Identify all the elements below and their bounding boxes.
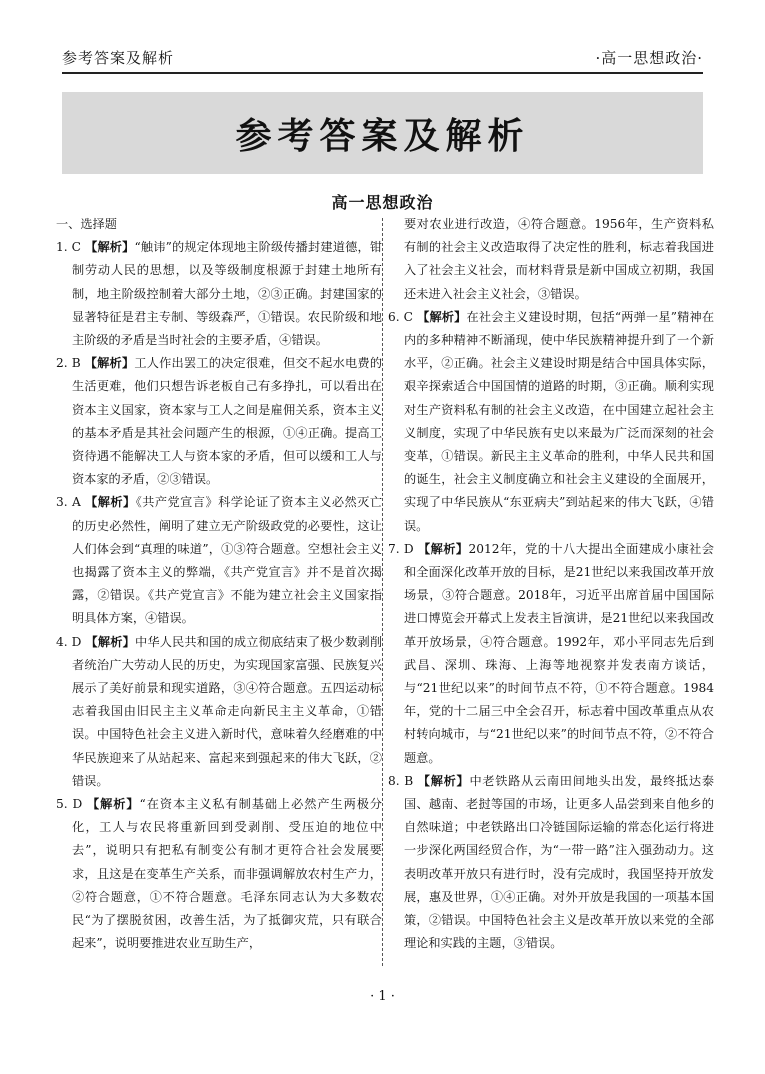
page-title: 参考答案及解析 xyxy=(235,115,530,157)
answer-item xyxy=(388,538,714,770)
answer-item xyxy=(56,491,382,630)
answer-number: 4. D xyxy=(56,634,82,649)
header-rule xyxy=(62,72,703,74)
analysis-tag: 【解析】 xyxy=(87,797,140,812)
column-divider xyxy=(382,218,383,966)
answer-item xyxy=(56,236,382,352)
analysis-tag: 【解析】 xyxy=(417,309,467,324)
subject-heading: 高一思想政治 xyxy=(331,193,434,212)
analysis-text: “触讳”的规定体现地主阶级传播封建道德，钳制劳动人民的思想，以及等级制度根源于封建土地所有制，地主阶级控制着大部分土地，②③正确。封建国家的显著特征是君主专制、等级森严，①错误。农民阶级和地主阶级的矛盾是当时社会的主要矛盾，④错误。 xyxy=(72,240,383,348)
analysis-text: 《共产党宣言》科学论证了资本主义必然灭亡的历史必然性，阐明了建立无产阶级政党的必要性，这让人们体会到“真理的味道”，①③符合题意。空想社会主义也揭露了资本主义的弊端，《共产党宣言》并不是首次揭露，②错误。《共产党宣言》不能为建立社会主义国家指明具体方案，④错误。 xyxy=(72,495,383,626)
analysis-text: 工人作出罢工的决定很难，但交不起水电费的生活更难，他们只想告诉老板自己有多挣扎，可以看出在资本主义国家，资本家与工人之间是雇佣关系，资本主义的基本矛盾是其社会问题产生的根源，①④正确。提高工资待遇不能解决工人与资本家的矛盾，但可以缓和工人与资本家的矛盾，②③错误。 xyxy=(72,356,383,487)
answer-item xyxy=(388,770,714,956)
continued-answer-text: 要对农业进行改造，④符合题意。1956年，生产资料私有制的社会主义改造取得了决定性的胜利，标志着我国进入了社会主义社会，而材料背景是新中国成立初期，我国还未进入社会主义社会，③错误。 xyxy=(404,217,714,301)
answer-number: 2. B xyxy=(56,356,81,371)
question-list-right xyxy=(388,306,714,956)
analysis-text: 在社会主义建设时期，包括“两弹一星”精神在内的多种精神不断涌现，使中华民族精神提升到了一个新水平，②正确。社会主义建设时期是结合中国具体实际，艰辛探索适合中国国情的道路的时期，③正确。顺利实现对生产资料私有制的社会主义改造，在中国建立起社会主义制度，实现了中华民族有史以来最为广泛而深刻的社会变革，①错误。新民主主义革命的胜利，中华人民共和国的诞生，社会主义制度确立和社会主义建设的全面展开，实现了中华民族从“东亚病夫”到站起来的伟大飞跃，④错误。 xyxy=(404,309,715,533)
analysis-tag: 【解析】 xyxy=(417,773,470,788)
analysis-tag: 【解析】 xyxy=(85,634,135,649)
running-header-subject: ·高一思想政治· xyxy=(595,49,703,67)
analysis-tag: 【解析】 xyxy=(85,240,135,255)
answer-number: 5. D xyxy=(56,797,83,812)
title-banner xyxy=(62,92,703,174)
analysis-text: 中华人民共和国的成立彻底结束了极少数剥削者统治广大劳动人民的历史，为实现国家富强、民族复兴展示了美好前景和现实道路，③④符合题意。五四运动标志着我国由旧民主主义革命走向新民主主义革命，①错误。中国特色社会主义进入新时代，意味着久经磨难的中华民族迎来了从站起来、富起来到强起来的伟大飞跃，②错误。 xyxy=(72,634,383,788)
section-title: 一、选择题 xyxy=(56,217,117,231)
answer-number: 8. B xyxy=(388,773,414,788)
answer-number: 1. C xyxy=(56,240,82,255)
answer-item xyxy=(56,352,382,491)
running-header-title: 参考答案及解析 xyxy=(62,49,175,67)
answer-item xyxy=(56,793,382,955)
question-list-left xyxy=(56,236,382,955)
analysis-text: 2012年，党的十八大提出全面建成小康社会和全面深化改革开放的目标，是21世纪以来我国改革开放场景，③符合题意。2018年，习近平出席首届中国国际进口博览会开幕式上发表主旨演讲，是21世纪以来我国改革开放场景，④符合题意。1992年，邓小平同志先后到武昌、深圳、珠海、上海等地视察并发表南方谈话，与“21世纪以来”的时间节点不符，①不符合题意。1984年，党的十二届三中全会召开，标志着中国改革重点从农村转向城市，与“21世纪以来”的时间节点不符，②不符合题意。 xyxy=(404,541,714,765)
answer-number: 7. D xyxy=(388,541,414,556)
left-column xyxy=(56,213,382,956)
analysis-tag: 【解析】 xyxy=(418,541,469,556)
answer-number: 3. A xyxy=(56,495,81,510)
answer-item xyxy=(388,306,714,538)
page-number: · 1 · xyxy=(370,989,395,1004)
analysis-tag: 【解析】 xyxy=(85,495,136,510)
answer-number: 6. C xyxy=(388,309,414,324)
analysis-text: 中老铁路从云南田间地头出发，最终抵达泰国、越南、老挝等国的市场，让更多人品尝到来自他乡的自然味道；中老铁路出口冷链国际运输的常态化运行将进一步深化两国经贸合作，为“一带一路”注入强劲动力。这表明改革开放只有进行时，没有完成时，我国坚持开放发展，惠及世界，①④正确。对外开放是我国的一项基本国策，②错误。中国特色社会主义是改革开放以来党的全部理论和实践的主题，③错误。 xyxy=(404,773,715,951)
analysis-tag: 【解析】 xyxy=(84,356,135,371)
right-column xyxy=(388,213,714,956)
analysis-text: “在资本主义私有制基础上必然产生两极分化，工人与农民将重新回到受剥削、受压迫的地位中去”，说明只有把私有制变公有制才更符合社会发展要求，且这是在变革生产关系，而非强调解放农村生产力，②符合题意，①不符合题意。毛泽东同志认为大多数农民“为了摆脱贫困，改善生活，为了抵御灾荒，只有联合起来”，说明要推进农业互助生产， xyxy=(72,797,382,951)
answer-item xyxy=(56,631,382,793)
